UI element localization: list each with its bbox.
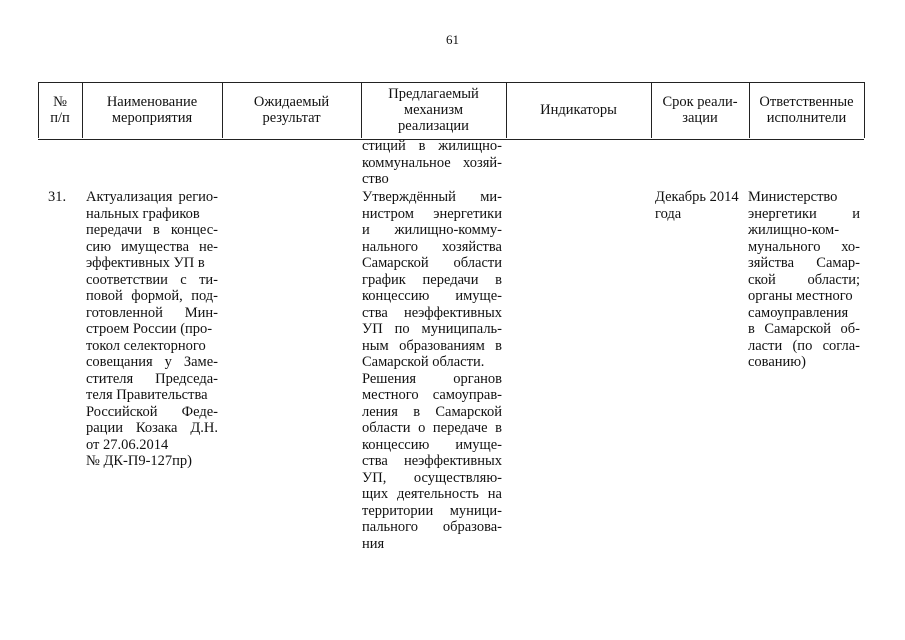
deadline-line: Декабрь 2014	[655, 189, 739, 205]
name-line: стителя Председа-	[86, 370, 218, 387]
header-number-text: № п/п	[50, 94, 70, 126]
mechanism-line: концессию имуще-	[362, 436, 502, 453]
mechanism-line: территории муници-	[362, 502, 502, 519]
name-line: готовленной Мин-	[86, 304, 218, 321]
header-mechanism	[361, 82, 506, 138]
name-line: эффективных УП в	[86, 255, 205, 271]
header-responsible-text: Ответственные исполнители	[759, 94, 854, 126]
name-line: Актуализация регио-	[86, 189, 218, 205]
name-line: сию имущества не-	[86, 238, 218, 255]
responsible-line: Министерство	[748, 189, 838, 205]
header-result	[222, 82, 361, 138]
name-line: нальных графиков	[86, 205, 200, 222]
mechanism-line: ства неэффективных	[362, 304, 502, 321]
mechanism-line: щих деятельность на	[362, 486, 502, 502]
header-name-text: Наименование мероприятия	[106, 94, 198, 126]
deadline-line: года	[655, 205, 682, 222]
header-result-text: Ожидаемый результат	[253, 94, 330, 126]
continuation-line: ство	[362, 171, 389, 187]
mechanism-line: нального хозяйства	[362, 238, 502, 255]
header-deadline-text: Срок реали- зации	[662, 94, 738, 126]
mechanism-continuation	[362, 138, 502, 188]
name-line: Российской Феде-	[86, 403, 218, 420]
responsible-line: жилищно-ком-	[748, 222, 840, 238]
header-mechanism-text: Предлагаемый механизм реализации	[388, 86, 479, 134]
mechanism-line: области о передаче в	[362, 420, 502, 436]
responsible-line: органы местного	[748, 288, 853, 304]
header-number	[38, 82, 82, 138]
name-line: передачи в концес-	[86, 222, 218, 238]
mechanism-line: пального образова-	[362, 519, 502, 535]
mechanism-line: ния	[362, 535, 385, 552]
responsible-line: сованию)	[748, 354, 806, 370]
mechanism-line: Утверждённый ми-	[362, 189, 502, 205]
responsible-line: ласти (по согла-	[748, 337, 860, 354]
mechanism-line: ства неэффективных	[362, 453, 502, 469]
page-number: 61	[446, 32, 459, 47]
mechanism-line: УП, осуществляю-	[362, 469, 502, 486]
mechanism-line: Самарской области	[362, 255, 502, 271]
row-number: 31.	[48, 189, 67, 205]
name-line: от 27.06.2014	[86, 436, 169, 453]
mechanism-line: концессию имуще-	[362, 288, 502, 304]
mechanism-line: нистром энергетики	[362, 205, 502, 222]
responsible-line: зяйства Самар-	[748, 255, 860, 271]
mechanism-line: Самарской области.	[362, 354, 485, 370]
mechanism-line: УП по муниципаль-	[362, 321, 502, 337]
name-line: совещания у Заме-	[86, 354, 218, 370]
name-line: соответствии с ти-	[86, 271, 218, 288]
name-line: теля Правительства	[86, 387, 208, 403]
mechanism-line: Решения органов	[362, 370, 502, 387]
continuation-line: стиций в жилищно-	[362, 138, 502, 154]
continuation-line: коммунальное хозяй-	[362, 154, 502, 171]
responsible-line: самоуправления	[748, 304, 849, 321]
name-line: повой формой, под-	[86, 288, 218, 304]
mechanism-line: график передачи в	[362, 271, 502, 288]
name-line: строем России (про-	[86, 321, 213, 337]
responsible-line: в Самарской об-	[748, 321, 860, 337]
row-name	[86, 189, 218, 470]
responsible-line: энергетики и	[748, 205, 860, 222]
header-responsible	[749, 82, 864, 138]
row-deadline	[655, 189, 747, 222]
mechanism-line: местного самоуправ-	[362, 387, 502, 403]
name-line: токол селекторного	[86, 337, 206, 354]
row-responsible	[748, 189, 860, 371]
header-indicators	[506, 82, 651, 138]
row-mechanism	[362, 189, 502, 552]
header-border-right	[864, 82, 865, 138]
responsible-line: ской области;	[748, 271, 860, 288]
header-deadline	[651, 82, 749, 138]
name-line: № ДК-П9-127пр)	[86, 453, 192, 469]
responsible-line: мунального хо-	[748, 238, 860, 255]
name-line: рации Козака Д.Н.	[86, 420, 218, 436]
mechanism-line: и жилищно-комму-	[362, 222, 502, 238]
mechanism-line: ления в Самарской	[362, 403, 502, 420]
mechanism-line: ным образованиям в	[362, 337, 502, 354]
header-indicators-text: Индикаторы	[540, 102, 617, 118]
header-name	[82, 82, 222, 138]
